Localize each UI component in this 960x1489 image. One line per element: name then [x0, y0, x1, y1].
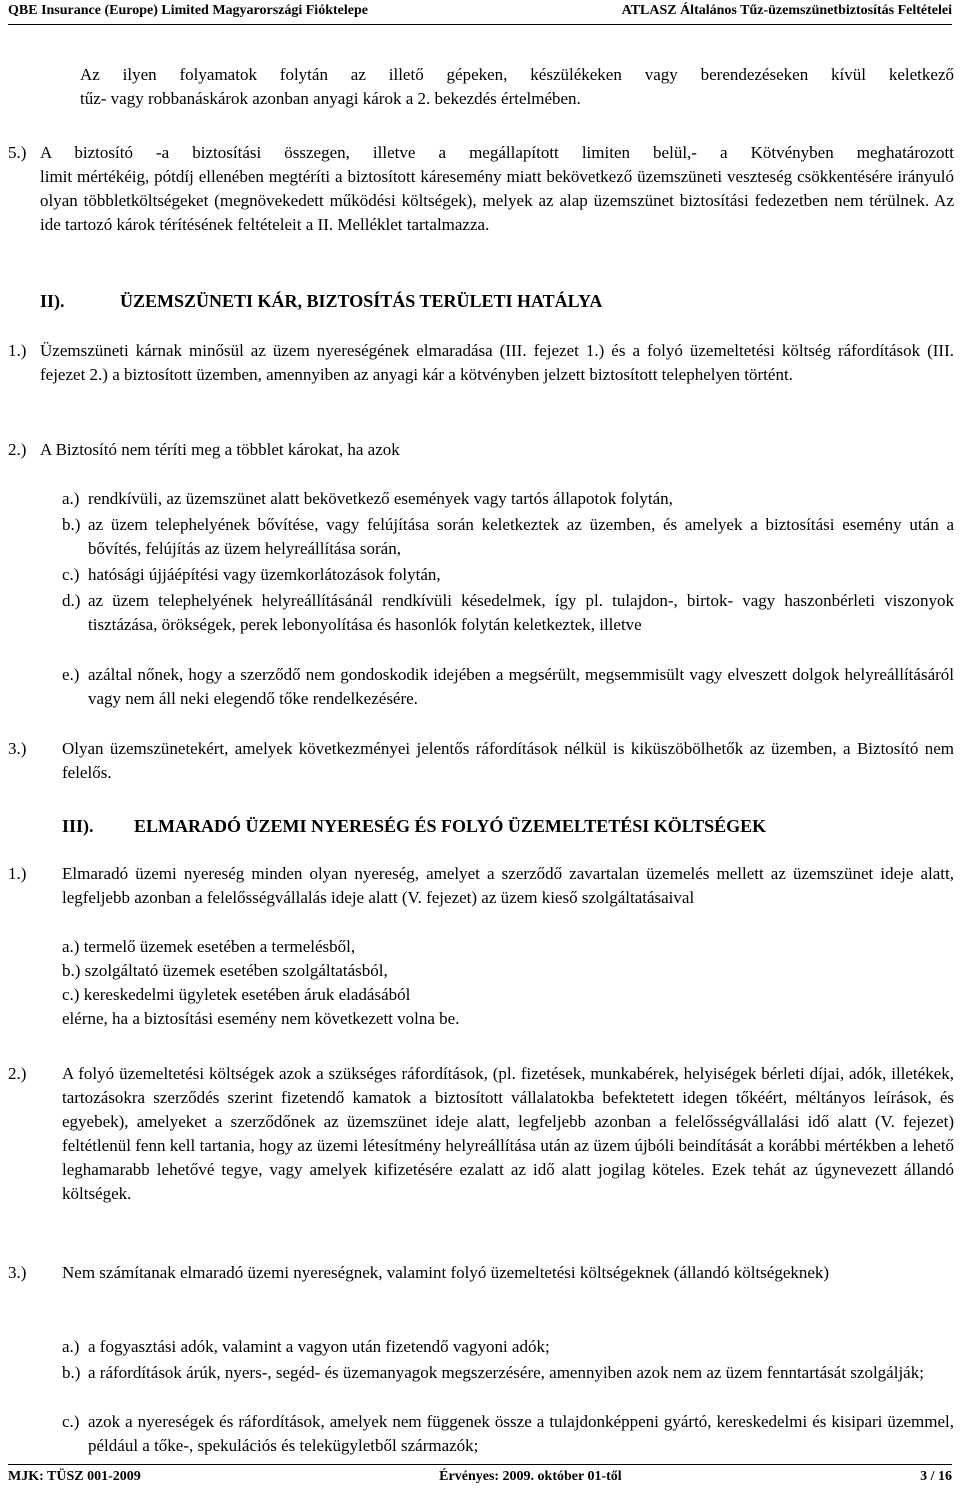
- section-3-number: III).: [62, 816, 94, 836]
- s3-p1-item-b: b.) szolgáltató üzemek esetében szolgáltatásból,: [62, 961, 388, 980]
- section-3-title: ELMARADÓ ÜZEMI NYERESÉG ÉS FOLYÓ ÜZEMELTETÉSI KÖLTSÉGEK: [134, 816, 767, 836]
- p5-number: 5.): [8, 143, 27, 162]
- s3-item-b-label: b.): [62, 1363, 81, 1382]
- intro-line-1: Az ilyen folyamatok folytán az illető gépeken, készülékeken vagy berendezéseken kívül keletkező: [80, 65, 954, 84]
- footer-page-number: 3 / 16: [920, 1469, 952, 1484]
- s2-item-e-text: azáltal nőnek, hogy a szerződő nem gondoskodik idejében a megsérült, megsemmisült vagy elveszett dolgok helyreállításáról vagy nem áll neki elegendő tőke rendelkezésére.: [88, 665, 954, 708]
- p5-paragraph: [40, 141, 954, 237]
- s2-p1-number: 1.): [8, 341, 27, 360]
- header-company: QBE Insurance (Europe) Limited Magyarországi Fióktelepe: [8, 3, 368, 18]
- s2-p3-number: 3.): [8, 739, 27, 758]
- s3-item-c-label: c.): [62, 1412, 80, 1431]
- intro-paragraph: [80, 63, 954, 111]
- s2-p3-text: Olyan üzemszünetekért, amelyek következményei jelentős ráfordítások nélkül is kiküszöbölhetők az üzemben, a Biztosító nem felelős.: [62, 739, 954, 782]
- s3-p3-number: 3.): [8, 1263, 27, 1282]
- s2-item-c-text: hatósági újjáépítési vagy üzemkorlátozások folytán,: [88, 565, 441, 584]
- s2-item-c-label: c.): [62, 565, 80, 584]
- page-header: [8, 0, 952, 25]
- s3-p2-number: 2.): [8, 1064, 27, 1083]
- s3-p1-item-a: a.) termelő üzemek esetében a termelésből,: [62, 937, 356, 956]
- s2-p2-number: 2.): [8, 440, 27, 459]
- s3-p1-item-c: c.) kereskedelmi ügyletek esetében áruk eladásából: [62, 985, 411, 1004]
- s2-item-a-label: a.): [62, 489, 80, 508]
- s3-p1-text: Elmaradó üzemi nyereség minden olyan nyereség, amelyet a szerződő zavartalan üzemelés mellett az üzemszünet ideje alatt, legfeljebb azonban a felelősségvállalás ideje alatt (V. fejezet) az üzem kieső szolgáltatásaival: [62, 864, 954, 907]
- p5-line-1: A biztosító -a biztosítási összegen, illetve a megállapított limiten belül,- a Kötvényben meghatározott: [40, 143, 954, 162]
- section-2-number: II).: [40, 291, 65, 311]
- s3-p1-closing: elérne, ha a biztosítási esemény nem következett volna be.: [62, 1009, 460, 1028]
- footer-document-code: MJK: TÜSZ 001-2009: [8, 1469, 141, 1484]
- page-footer: [8, 1464, 952, 1489]
- s2-item-b-text: az üzem telephelyének bővítése, vagy felújítása során keletkeztek az üzemben, és amelyek a biztosítási esemény után a bővítés, felújítás az üzem helyreállítása során,: [88, 515, 954, 558]
- s3-item-a-label: a.): [62, 1337, 80, 1356]
- s3-p3-text: Nem számítanak elmaradó üzemi nyereségnek, valamint folyó üzemeltetési költségeknek (állandó költségeknek): [62, 1263, 830, 1282]
- p5-rest: limit mértékéig, pótdíj ellenében megtéríti a biztosított káresemény miatt bekövetkező üzemszüneti veszteség csökkentésére irányuló olyan többletköltségeket (megnövekedett működési költségek), melyek az alap üzemszünet biztosítási fedezetben nem térülnek. Az ide tartozó károk térítésének feltételeit a II. Melléklet tartalmazza.: [40, 167, 954, 234]
- s2-item-a-text: rendkívüli, az üzemszünet alatt bekövetkező események vagy tartós állapotok folytán,: [88, 489, 673, 508]
- s2-item-b-label: b.): [62, 515, 81, 534]
- intro-line-2: tűz- vagy robbanáskárok azonban anyagi károk a 2. bekezdés értelmében.: [80, 89, 581, 108]
- s2-p2-text: A Biztosító nem téríti meg a többlet károkat, ha azok: [40, 440, 400, 459]
- s2-item-d-text: az üzem telephelyének helyreállításánál rendkívüli késedelmek, így pl. tulajdon-, birtok- vagy haszonbérleti viszonyok tisztázása, örökségek, perek lebonyolítása és hasonlók folytán keletkeztek, illetve: [88, 591, 954, 634]
- section-2-title: ÜZEMSZÜNETI KÁR, BIZTOSÍTÁS TERÜLETI HATÁLYA: [120, 291, 603, 311]
- s2-p1-text: Üzemszüneti kárnak minősül az üzem nyereségének elmaradása (III. fejezet 1.) és a folyó üzemeltetési költség ráfordítások (III. fejezet 2.) a biztosított üzemben, amennyiben az anyagi kár a kötvényben jelzett biztosított telephelyen történt.: [40, 341, 954, 384]
- s2-item-e-label: e.): [62, 665, 80, 684]
- footer-validity: Érvényes: 2009. október 01-től: [439, 1469, 622, 1484]
- s2-item-d-label: d.): [62, 591, 81, 610]
- s3-p1-number: 1.): [8, 864, 27, 883]
- s3-item-b-text: a ráfordítások árúk, nyers-, segéd- és üzemanyagok megszerzésére, amennyiben azok nem az üzem fenntartását szolgálják;: [88, 1363, 924, 1382]
- s3-item-a-text: a fogyasztási adók, valamint a vagyon után fizetendő vagyoni adók;: [88, 1337, 550, 1356]
- s3-item-c-text: azok a nyereségek és ráfordítások, amelyek nem függenek össze a tulajdonképpeni gyártó, kereskedelmi és kisipari üzemmel, például a tőke-, spekulációs és telekügyletből származók;: [88, 1412, 954, 1455]
- header-document-title: ATLASZ Általános Tűz-üzemszünetbiztosítás Feltételei: [621, 3, 952, 18]
- s3-p1-list: [62, 935, 954, 1031]
- s3-p2-text: A folyó üzemeltetési költségek azok a szükséges ráfordítások, (pl. fizetések, munkabérek, helyiségek bérleti díjai, adók, illetékek, tartozásokra szerződés szerint fizetendő kamatok a biztosított vállalatokba befektetett idegen tőkéért, méltányos leírások, és egyebek), amelyeket a szerződőnek az üzemszünet ideje alatt, legfeljebb azonban a felelősségvállalási idő alatt (V. fejezet) feltétlenül fenn kell tartania, hogy az üzemi létesítmény helyreállítása után az üzem újbóli beindítását a korábbi mértékben a lehető leghamarabb lehetővé tegye, vagy amelyek kifizetésére ezalatt az idő alatt jogilag köteles. Ezek tehát az úgynevezett állandó költségek.: [62, 1064, 954, 1203]
